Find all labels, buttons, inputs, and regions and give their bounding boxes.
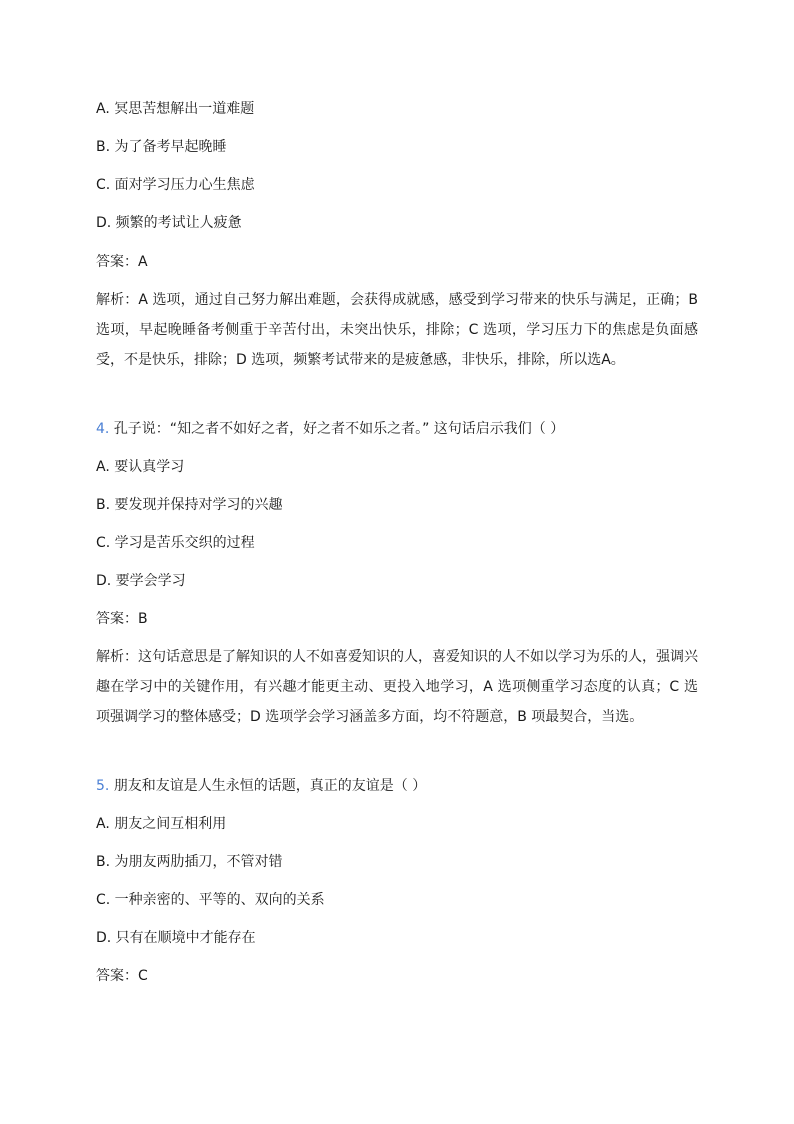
q5-option-c: C. 一种亲密的、平等的、双向的关系	[96, 892, 325, 908]
q3-option-b: B. 为了备考早起晚睡	[96, 139, 227, 155]
q3-answer: 答案：A	[96, 254, 148, 270]
q5-question	[96, 776, 698, 796]
q5-option-b: B. 为朋友两肋插刀，不管对错	[96, 854, 283, 870]
q4-option-b: B. 要发现并保持对学习的兴趣	[96, 497, 283, 513]
q5-number: 5.	[96, 778, 110, 794]
q4-option-a: A. 要认真学习	[96, 459, 185, 475]
q3-option-a: A. 冥思苦想解出一道难题	[96, 101, 255, 117]
q3-analysis: 解析：A 选项，通过自己努力解出难题，会获得成就感，感受到学习带来的快乐与满足，正确；B 选项，早起晚睡备考侧重于辛苦付出，未突出快乐，排除；C 选项，学习压力下的焦虑是负面感受，不是快乐，排除；D 选项，频繁考试带来的是疲惫感，非快乐，排除，所以选A。	[96, 292, 698, 368]
q4-answer: 答案：B	[96, 611, 148, 627]
q5-option-d: D. 只有在顺境中才能存在	[96, 930, 256, 946]
q5-stem: 朋友和友谊是人生永恒的话题，真正的友谊是（ ）	[113, 778, 427, 794]
q4-question	[96, 419, 698, 439]
q4-option-d: D. 要学会学习	[96, 573, 186, 589]
q3-option-d: D. 频繁的考试让人疲惫	[96, 215, 242, 231]
q4-analysis: 解析：这句话意思是了解知识的人不如喜爱知识的人，喜爱知识的人不如以学习为乐的人，强调兴趣在学习中的关键作用，有兴趣才能更主动、更投入地学习，A 选项侧重学习态度的认真；C 选项强调学习的整体感受；D 选项学会学习涵盖多方面，均不符题意，B 项最契合，当选。	[96, 649, 698, 725]
q4-stem: 孔子说：“知之者不如好之者，好之者不如乐之者。” 这句话启示我们（ ）	[113, 421, 565, 437]
q4-option-c: C. 学习是苦乐交织的过程	[96, 535, 255, 551]
q5-option-a: A. 朋友之间互相利用	[96, 816, 227, 832]
q3-option-c: C. 面对学习压力心生焦虑	[96, 177, 255, 193]
q4-number: 4.	[96, 421, 110, 437]
q5-answer: 答案：C	[96, 968, 148, 984]
